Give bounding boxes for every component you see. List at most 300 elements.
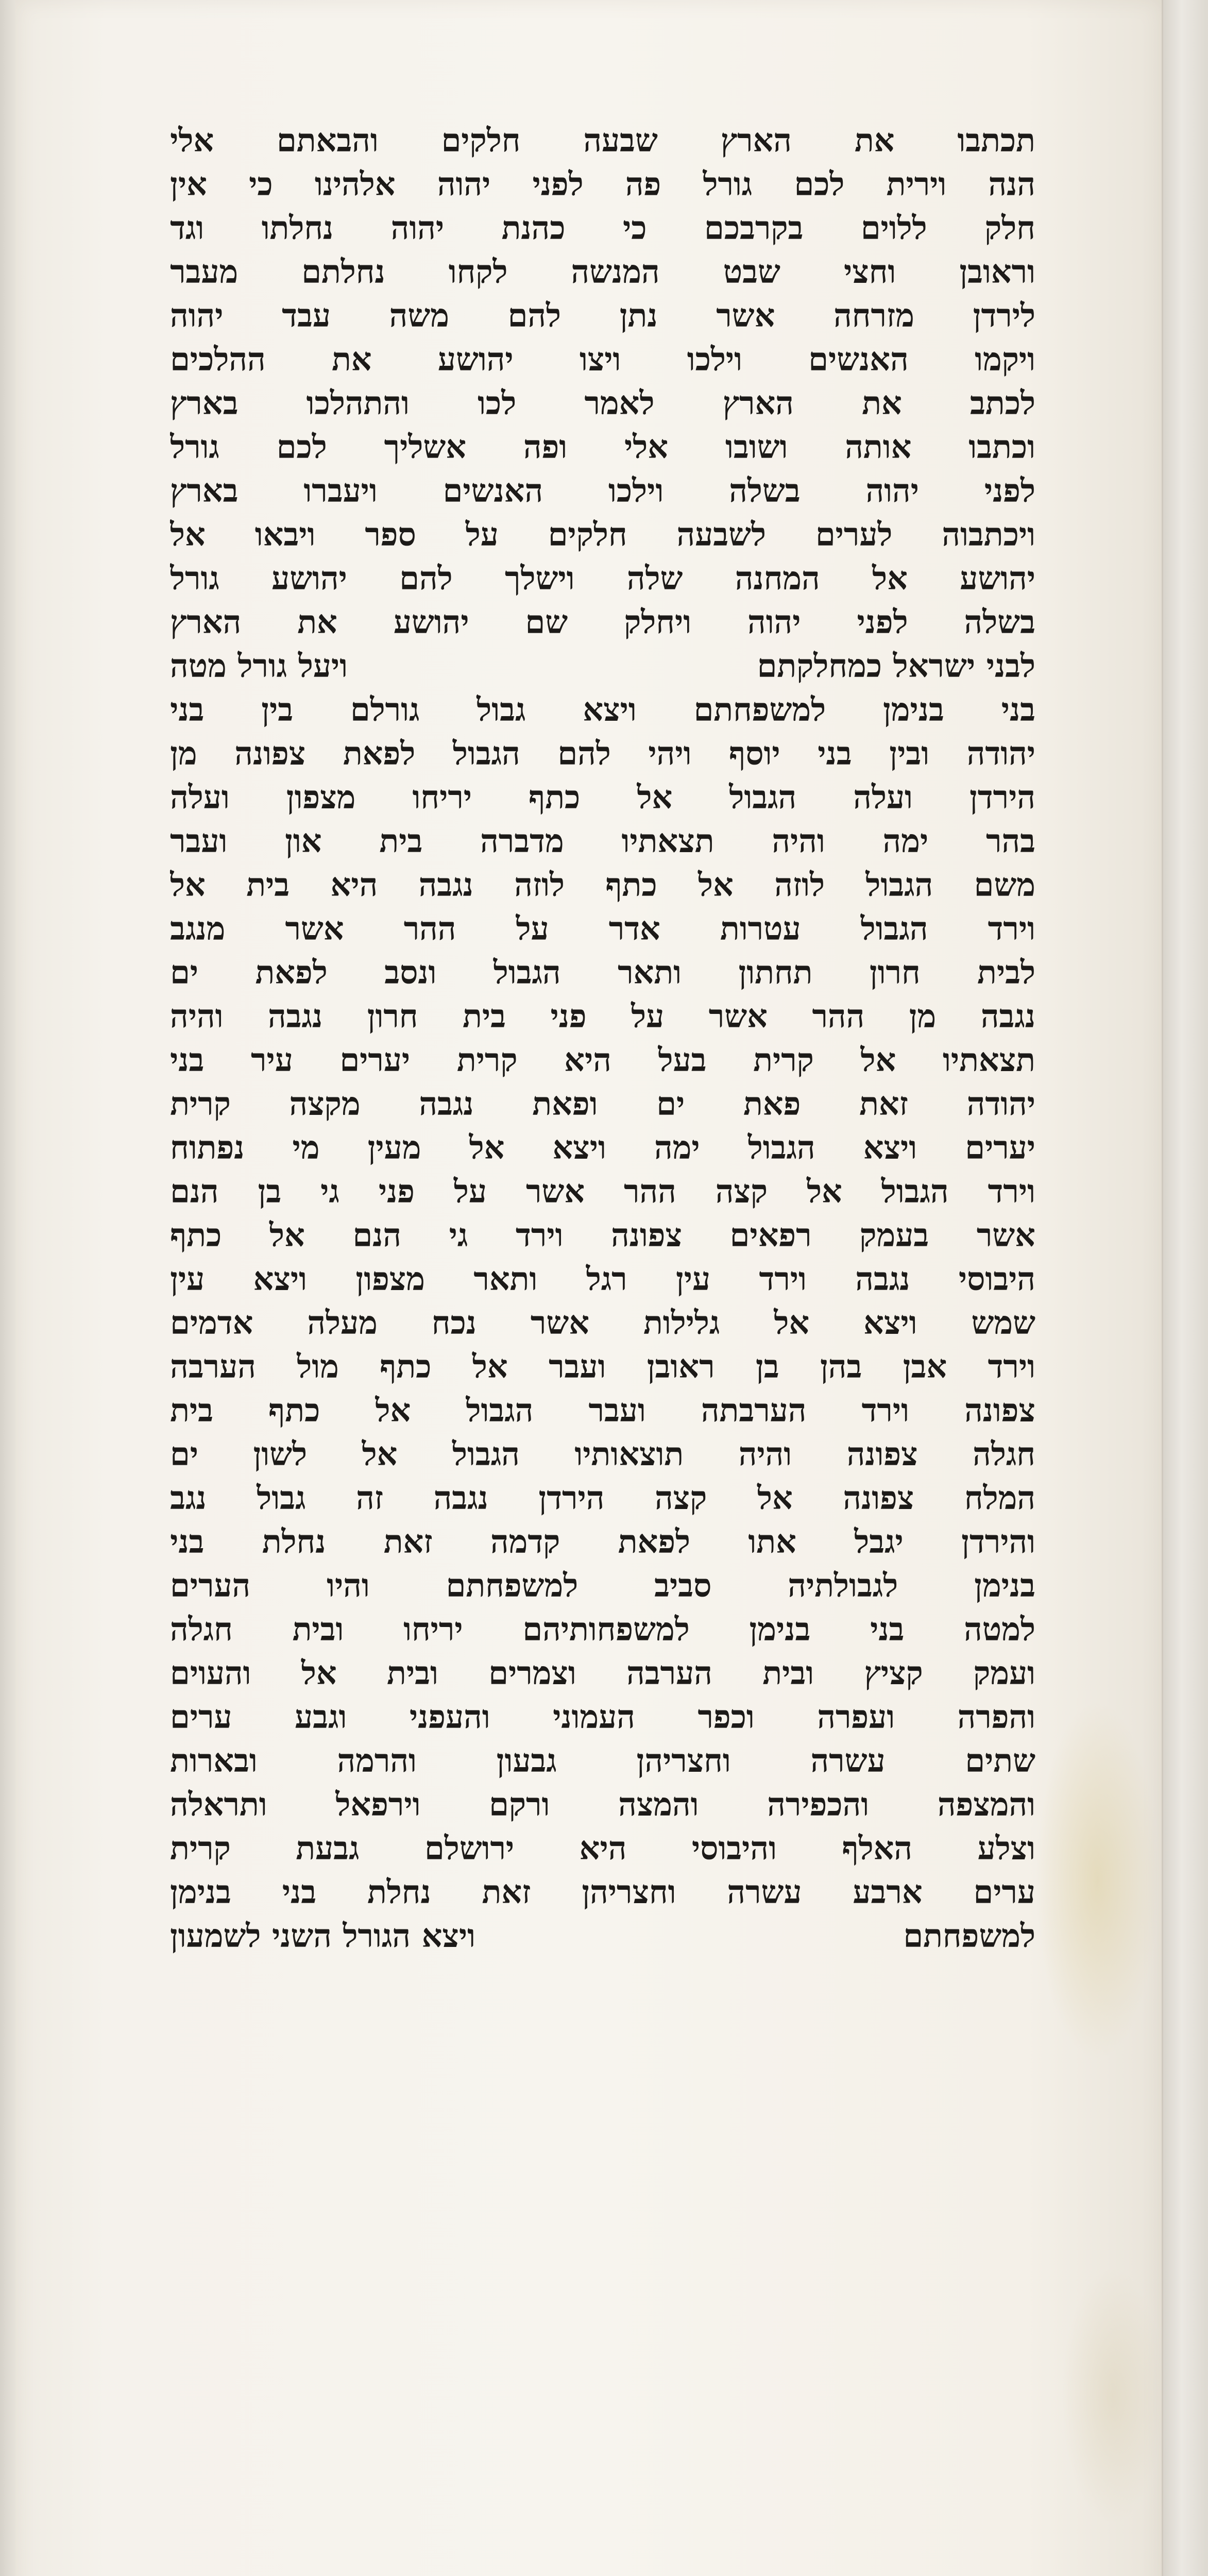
scroll-line <box>170 775 1035 819</box>
scroll-word: אל <box>170 516 206 553</box>
scroll-word: אל <box>170 866 206 904</box>
scroll-word: ההלכים <box>170 341 266 378</box>
scroll-word: ויקמו <box>975 341 1035 378</box>
parchment-stain <box>1061 2267 1164 2524</box>
scroll-line <box>170 1520 1035 1564</box>
scroll-word: קצה <box>715 1173 768 1210</box>
scroll-word: מעבר <box>170 253 239 291</box>
scroll-word: אל <box>774 1304 810 1342</box>
scroll-word: וחצי <box>843 253 896 291</box>
scroll-word: והמצפה <box>937 1786 1035 1823</box>
scroll-line <box>170 337 1035 381</box>
scroll-word: לשון <box>253 1435 308 1473</box>
scroll-word: ארבע <box>853 1873 923 1911</box>
scroll-word: יהוה <box>390 209 445 247</box>
scroll-word: אין <box>170 165 207 203</box>
scroll-word: נחלת <box>367 1873 431 1911</box>
scroll-word: בנימן <box>883 691 944 728</box>
scroll-line <box>170 294 1035 337</box>
scroll-word: תחתון <box>738 954 813 991</box>
scroll-word: ופאת <box>532 1085 598 1123</box>
scroll-word: גבול <box>257 1479 306 1517</box>
scroll-word: ויצא <box>863 1129 917 1166</box>
scroll-word: מי <box>292 1129 320 1166</box>
scroll-word: ויצא <box>253 1260 308 1298</box>
scroll-word: בני <box>282 1873 317 1911</box>
scroll-word: שם <box>525 603 568 641</box>
scroll-word: כי <box>249 165 273 203</box>
scroll-word: אל <box>872 560 908 597</box>
scroll-word: פני <box>378 1173 415 1210</box>
scroll-word: הארץ <box>170 603 242 641</box>
scroll-word: בעמק <box>859 1216 929 1254</box>
scroll-word: האנשים <box>443 472 543 510</box>
scroll-word: והתהלכו <box>306 384 410 422</box>
scroll-word: לקחו <box>448 253 508 291</box>
scroll-word: שמש <box>971 1304 1035 1342</box>
scroll-word: גבעון <box>496 1742 557 1780</box>
scroll-word: בנימן <box>749 1611 811 1648</box>
scroll-word: והפרה <box>957 1698 1035 1736</box>
scroll-word: הגבול <box>452 1435 520 1473</box>
scroll-word: ובית <box>292 1611 344 1648</box>
scroll-word: אשר <box>976 1216 1035 1254</box>
scroll-word: יגבל <box>854 1523 904 1561</box>
scroll-word: לערים <box>815 516 893 553</box>
scroll-word: האנשים <box>808 341 909 378</box>
scroll-word: להם <box>399 560 453 597</box>
scroll-word: הערבה <box>626 1654 712 1692</box>
scroll-word: וכפר <box>697 1698 755 1736</box>
scroll-word: את <box>331 341 372 378</box>
scroll-word: קרית <box>170 1829 231 1867</box>
scroll-right-margin <box>1162 0 1208 2576</box>
scroll-word: מקצה <box>289 1085 361 1123</box>
scroll-line-tail: ויצא הגורל השני לשמעון <box>170 1917 475 1955</box>
scroll-word: נגבה <box>980 997 1035 1035</box>
scroll-word: הגבול <box>729 778 797 816</box>
scroll-word: וירד <box>988 1348 1035 1385</box>
scroll-word: זאת <box>383 1523 433 1561</box>
scroll-word: הנה <box>988 165 1035 203</box>
scroll-word: יהושע <box>437 341 514 378</box>
scroll-word: פאת <box>743 1085 801 1123</box>
scroll-word: קרית <box>170 1085 231 1123</box>
scroll-word: ויצו <box>579 341 621 378</box>
scroll-word: היא <box>579 1829 627 1867</box>
scroll-word: והעוים <box>170 1654 251 1692</box>
text-column <box>170 118 1035 1958</box>
scroll-line <box>170 1170 1035 1213</box>
scroll-word: אשר <box>525 1173 585 1210</box>
scroll-word: עיר <box>250 1041 293 1079</box>
scroll-word: הירדן <box>538 1479 605 1517</box>
scroll-word: למשפחותיהם <box>522 1611 690 1648</box>
scroll-word: ועמק <box>973 1654 1035 1692</box>
scroll-word: ועלה <box>170 778 230 816</box>
scroll-word: הערים <box>170 1567 251 1604</box>
scroll-word: ובית <box>387 1654 438 1692</box>
scroll-word: גבול <box>477 691 526 728</box>
scroll-word: רפאים <box>729 1216 812 1254</box>
scroll-word: בני <box>1001 691 1035 728</box>
scroll-word: אשר <box>716 297 775 334</box>
scroll-word: והיה <box>738 1435 792 1473</box>
scroll-word: אדמים <box>170 1304 253 1342</box>
scroll-word: מעין <box>367 1129 421 1166</box>
scroll-word: והעפני <box>409 1698 490 1736</box>
scroll-word: חרון <box>367 997 418 1035</box>
scroll-line <box>170 118 1035 162</box>
scroll-line-lead: לבני ישראל כמחלקתם <box>757 647 1035 685</box>
scroll-word: נגבה <box>418 866 473 904</box>
scroll-word: יהודה <box>966 735 1035 772</box>
scroll-word: קדמה <box>490 1523 560 1561</box>
scroll-word: עשרה <box>727 1873 802 1911</box>
scroll-word: וילכו <box>608 472 664 510</box>
scroll-word: למשפחתם <box>446 1567 579 1604</box>
scroll-word: משם <box>974 866 1035 904</box>
scroll-word: נחלתם <box>301 253 385 291</box>
scroll-word: אל <box>472 1348 508 1385</box>
scroll-word: ללוים <box>860 209 927 247</box>
scroll-word: אל <box>807 1173 842 1210</box>
scroll-line-tail: ויעל גורל מטה <box>170 647 348 685</box>
scroll-word: בן <box>258 1173 282 1210</box>
scroll-word: מנגב <box>170 910 226 947</box>
scroll-word: ימה <box>654 1129 700 1166</box>
scroll-line <box>170 1213 1035 1257</box>
scroll-word: ועבר <box>170 822 228 860</box>
scroll-word: אל <box>757 1479 793 1517</box>
scroll-line-lead: למשפחתם <box>903 1917 1035 1955</box>
scroll-line <box>170 1870 1035 1914</box>
scroll-word: יוסף <box>729 735 780 772</box>
scroll-line <box>170 1257 1035 1301</box>
scroll-word: כתף <box>170 1216 222 1254</box>
scroll-word: ויבאו <box>254 516 316 553</box>
scroll-word: וירד <box>759 1260 807 1298</box>
scroll-word: ההר <box>812 997 865 1035</box>
scroll-word: המנשה <box>571 253 660 291</box>
scroll-word: ויחלק <box>624 603 692 641</box>
scroll-word: יהוה <box>865 472 919 510</box>
scroll-word: למטה <box>964 1611 1035 1648</box>
scroll-word: והבאתם <box>277 122 379 159</box>
scroll-word: יריחו <box>412 778 472 816</box>
scroll-word: לגבולתיה <box>788 1567 898 1604</box>
scroll-word: יהודה <box>966 1085 1035 1123</box>
scroll-word: לפאת <box>343 735 416 772</box>
scroll-line <box>170 1476 1035 1520</box>
scroll-word: גורלם <box>350 691 420 728</box>
scroll-word: בנימן <box>974 1567 1035 1604</box>
scroll-word: אשר <box>708 997 768 1035</box>
scroll-word: נגבה <box>433 1479 488 1517</box>
scroll-word: כי <box>622 209 647 247</box>
scroll-word: והרמה <box>337 1742 417 1780</box>
scroll-word: בנימן <box>170 1873 231 1911</box>
scroll-word: הגבול <box>860 910 928 947</box>
scroll-word: צפונה <box>846 1435 918 1473</box>
scroll-word: לשבעה <box>676 516 767 553</box>
scroll-word: כהנת <box>501 209 566 247</box>
scroll-word: ספר <box>365 516 416 553</box>
scroll-line <box>170 162 1035 206</box>
scroll-word: בני <box>870 1611 905 1648</box>
scroll-word: ויצא <box>583 691 637 728</box>
scroll-left-edge <box>0 0 15 2576</box>
scroll-line <box>170 1914 1035 1958</box>
scroll-word: הנם <box>352 1216 401 1254</box>
scroll-line <box>170 206 1035 250</box>
scroll-word: ויצא <box>863 1304 917 1342</box>
scroll-word: הגבול <box>747 1129 815 1166</box>
scroll-word: יהושע <box>271 560 347 597</box>
scroll-word: נפתוח <box>170 1129 245 1166</box>
scroll-word: ונסב <box>384 954 437 991</box>
scroll-word: אלי <box>624 428 669 466</box>
scroll-word: נחלת <box>262 1523 326 1561</box>
scroll-word: משה <box>389 297 449 334</box>
scroll-word: לירדן <box>973 297 1035 334</box>
scroll-word: רגל <box>586 1260 627 1298</box>
scroll-word: בני <box>170 691 205 728</box>
scroll-word: בשלה <box>729 472 801 510</box>
scroll-word: הערבתה <box>701 1392 807 1429</box>
scroll-line <box>170 513 1035 556</box>
scroll-word: קצה <box>655 1479 707 1517</box>
scroll-word: על <box>465 516 499 553</box>
scroll-line <box>170 556 1035 600</box>
scroll-word: וכתבו <box>968 428 1035 466</box>
scroll-word: היא <box>330 866 378 904</box>
scroll-word: קרית <box>753 1041 814 1079</box>
scroll-word: ופה <box>523 428 568 466</box>
scroll-word: אל <box>469 1129 505 1166</box>
scroll-word: נגב <box>170 1479 207 1517</box>
scroll-line <box>170 1826 1035 1870</box>
scroll-word: לפני <box>984 472 1035 510</box>
scroll-word: זה <box>356 1479 384 1517</box>
scroll-word: זאת <box>859 1085 908 1123</box>
scroll-line <box>170 600 1035 644</box>
scroll-word: חלקים <box>441 122 521 159</box>
scroll-word: לאמר <box>584 384 655 422</box>
scroll-line <box>170 1783 1035 1826</box>
scroll-line <box>170 1126 1035 1170</box>
scroll-word: וצלע <box>977 1829 1035 1867</box>
scroll-word: בהן <box>820 1348 862 1385</box>
scroll-word: היא <box>564 1041 611 1079</box>
scroll-word: בני <box>170 1523 205 1561</box>
scroll-word: ויכתבוה <box>942 516 1035 553</box>
scroll-word: אבן <box>903 1348 947 1385</box>
scroll-word: והיבוסי <box>691 1829 777 1867</box>
scroll-word: אל <box>375 1392 411 1429</box>
scroll-word: נתן <box>619 297 658 334</box>
scroll-word: ים <box>656 1085 685 1123</box>
scroll-line <box>170 1607 1035 1651</box>
scroll-word: למשפחתם <box>693 691 826 728</box>
scroll-line <box>170 1651 1035 1695</box>
scroll-word: ויהי <box>648 735 692 772</box>
scroll-line <box>170 819 1035 863</box>
scroll-word: קרית <box>456 1041 518 1079</box>
scroll-word: תוצאותיו <box>574 1435 684 1473</box>
scroll-word: חגלה <box>170 1611 233 1648</box>
scroll-word: והיו <box>327 1567 370 1604</box>
scroll-word: וגבע <box>295 1698 347 1736</box>
scroll-word: הערבה <box>170 1348 256 1385</box>
scroll-line <box>170 1301 1035 1345</box>
scroll-word: ים <box>170 1435 198 1473</box>
scroll-word: לפאת <box>618 1523 691 1561</box>
scroll-word: וצמרים <box>488 1654 576 1692</box>
scroll-word: מצפון <box>355 1260 426 1298</box>
scroll-word: שלה <box>626 560 683 597</box>
scroll-word: בעל <box>658 1041 707 1079</box>
scroll-word: ורקם <box>489 1786 550 1823</box>
scroll-line <box>170 1388 1035 1432</box>
scroll-word: ושובו <box>725 428 788 466</box>
scroll-word: אלי <box>170 122 214 159</box>
scroll-word: גלילות <box>643 1304 720 1342</box>
scroll-word: פני <box>550 997 587 1035</box>
scroll-word: אדר <box>608 910 660 947</box>
scroll-word: צפונה <box>964 1392 1035 1429</box>
scroll-word: ועבר <box>588 1392 646 1429</box>
scroll-word: ערים <box>973 1873 1035 1911</box>
scroll-word: יהושע <box>960 560 1035 597</box>
scroll-word: גורל <box>170 428 219 466</box>
scroll-word: וירד <box>516 1216 564 1254</box>
scroll-word: וירפאל <box>335 1786 421 1823</box>
scroll-word: בארץ <box>170 384 239 422</box>
scroll-line <box>170 644 1035 688</box>
scroll-word: כתף <box>268 1392 320 1429</box>
scroll-word: לבית <box>977 954 1035 991</box>
scroll-line <box>170 425 1035 469</box>
scroll-word: סביב <box>654 1567 712 1604</box>
scroll-word: גי <box>449 1216 468 1254</box>
scroll-word: אשר <box>285 910 344 947</box>
scroll-word: בני <box>818 735 852 772</box>
scroll-word: חגלה <box>973 1435 1035 1473</box>
scroll-word: גורל <box>170 560 219 597</box>
scroll-word: לוזה <box>774 866 825 904</box>
scroll-word: וגד <box>170 209 205 247</box>
scroll-word: יהושע <box>393 603 469 641</box>
scroll-word: עין <box>170 1260 205 1298</box>
scroll-word: אלהינו <box>314 165 396 203</box>
scroll-line <box>170 381 1035 425</box>
scroll-line <box>170 1082 1035 1126</box>
scroll-word: היבוסי <box>958 1260 1035 1298</box>
scroll-word: להם <box>507 297 562 334</box>
scroll-word: על <box>631 997 665 1035</box>
scroll-word: וירד <box>988 1173 1035 1210</box>
scroll-word: בין <box>261 691 294 728</box>
scroll-line <box>170 951 1035 994</box>
scroll-word: עטרות <box>720 910 801 947</box>
scroll-word: אל <box>269 1216 305 1254</box>
scroll-word: פה <box>625 165 661 203</box>
scroll-word: ערים <box>170 1698 232 1736</box>
scroll-word: בית <box>379 822 423 860</box>
scroll-word: נגבה <box>855 1260 910 1298</box>
scroll-word: יהוה <box>437 165 491 203</box>
scroll-word: הגבול <box>865 866 933 904</box>
scroll-word: תצאתיו <box>621 822 714 860</box>
scroll-word: הגבול <box>466 1392 534 1429</box>
scroll-word: אל <box>362 1435 398 1473</box>
scroll-word: הנם <box>170 1173 219 1210</box>
scroll-word: וירד <box>861 1392 909 1429</box>
scroll-word: גי <box>320 1173 339 1210</box>
scroll-line <box>170 688 1035 732</box>
scroll-word: נכח <box>431 1304 477 1342</box>
scroll-word: קציץ <box>864 1654 923 1692</box>
scroll-word: לכם <box>794 165 845 203</box>
scroll-word: להם <box>557 735 611 772</box>
scroll-word: צפונה <box>611 1216 683 1254</box>
scroll-word: את <box>297 603 337 641</box>
scroll-word: ההר <box>403 910 456 947</box>
scroll-word: כתף <box>529 778 581 816</box>
scroll-word: ובית <box>762 1654 814 1692</box>
scroll-word: הגבול <box>881 1173 949 1210</box>
scroll-word: את <box>854 122 895 159</box>
scroll-word: וילכו <box>687 341 742 378</box>
scroll-word: מן <box>909 997 937 1035</box>
scroll-word: חרון <box>869 954 921 991</box>
scroll-word: אשר <box>530 1304 590 1342</box>
scroll-word: המחנה <box>735 560 820 597</box>
scroll-line <box>170 863 1035 907</box>
scroll-word: בית <box>463 997 506 1035</box>
scroll-word: על <box>516 910 549 947</box>
scroll-word: עבד <box>282 297 331 334</box>
scroll-word: בארץ <box>170 472 239 510</box>
scroll-word: וישלך <box>505 560 575 597</box>
scroll-line <box>170 1432 1035 1476</box>
scroll-word: והיה <box>772 822 825 860</box>
scroll-word: את <box>862 384 902 422</box>
scroll-word: אשליך <box>384 428 467 466</box>
scroll-word: ראובן <box>646 1348 715 1385</box>
scroll-word: והיה <box>170 997 224 1035</box>
scroll-word: עשרה <box>810 1742 886 1780</box>
scroll-word: תצאתיו <box>942 1041 1035 1079</box>
scroll-word: מעלה <box>307 1304 378 1342</box>
scroll-word: אל <box>301 1654 337 1692</box>
scroll-word: חלק <box>984 209 1035 247</box>
scroll-word: על <box>453 1173 487 1210</box>
scroll-word: וחצריהן <box>582 1873 676 1911</box>
scroll-word: שבט <box>723 253 780 291</box>
scroll-word: לפני <box>532 165 584 203</box>
scroll-word: יערים <box>965 1129 1035 1166</box>
scroll-word: לפאת <box>255 954 328 991</box>
scroll-word: אתו <box>748 1523 796 1561</box>
scroll-word: מצפון <box>286 778 356 816</box>
scroll-word: ובארות <box>170 1742 258 1780</box>
scroll-word: ים <box>170 954 199 991</box>
scroll-word: תכתבו <box>957 122 1035 159</box>
scroll-word: זאת <box>482 1873 531 1911</box>
scroll-word: אל <box>698 866 734 904</box>
